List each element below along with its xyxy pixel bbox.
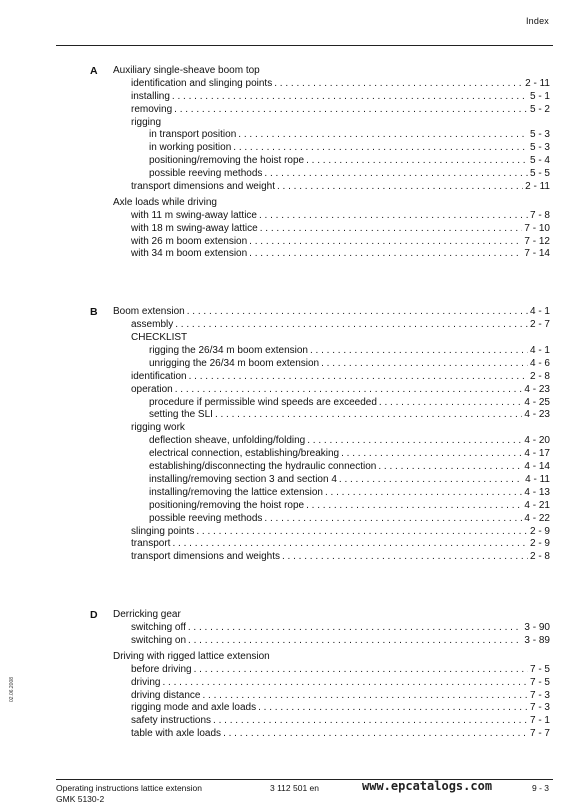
- index-entry: [149, 500, 550, 513]
- entry-page-number: 3 - 90: [524, 622, 550, 634]
- dot-leader: [188, 622, 523, 635]
- entry-page-number: 7 - 12: [524, 235, 550, 247]
- entry-page-number: 5 - 5: [529, 168, 550, 180]
- entry-label: table with axle loads: [131, 728, 222, 740]
- dot-leader: [215, 409, 522, 422]
- entry-label: positioning/removing the hoist rope: [149, 155, 305, 167]
- index-entry: [131, 422, 550, 435]
- entry-page-number: 2 - 11: [525, 181, 550, 193]
- group-heading: [113, 197, 550, 210]
- index-group: [90, 609, 550, 648]
- dot-leader: [162, 677, 528, 690]
- dot-leader: [202, 690, 528, 703]
- index-entry: [131, 526, 550, 539]
- group-heading-page: 4 - 1: [529, 306, 550, 318]
- entry-label: unrigging the 26/34 m boom extension: [149, 357, 320, 369]
- entry-label: with 34 m boom extension: [131, 248, 248, 260]
- entry-page-number: 2 - 9: [529, 525, 550, 537]
- entry-page-number: 4 - 23: [524, 383, 550, 395]
- group-heading-label: Derricking gear: [113, 609, 181, 621]
- dot-leader: [249, 248, 522, 261]
- entry-label: removing: [131, 103, 173, 115]
- index-entry: [149, 474, 550, 487]
- index-group: [90, 65, 550, 194]
- dot-leader: [378, 461, 522, 474]
- entry-page-number: 2 - 9: [529, 538, 550, 550]
- entry-page-number: 2 - 8: [529, 551, 550, 563]
- entry-label: operation: [131, 383, 173, 395]
- dot-leader: [306, 500, 522, 513]
- entry-page-number: 7 - 8: [529, 209, 550, 221]
- index-entry: [149, 168, 550, 181]
- entry-label: setting the SLI: [149, 409, 213, 421]
- entry-label: rigging: [131, 116, 162, 128]
- dot-leader: [274, 78, 523, 91]
- entry-label: transport dimensions and weights: [131, 551, 280, 563]
- index-entry: [131, 248, 550, 261]
- index-entry: [131, 181, 550, 194]
- index-entry: [149, 435, 550, 448]
- entry-label: transport: [131, 538, 171, 550]
- index-entry: [131, 664, 550, 677]
- entry-page-number: 7 - 7: [529, 728, 550, 740]
- dot-leader: [341, 448, 522, 461]
- footer-model: GMK 5130-2: [56, 794, 105, 804]
- entry-label: safety instructions: [131, 715, 212, 727]
- entry-label: installing/removing the lattice extension: [149, 486, 323, 498]
- index-entry: [131, 223, 550, 236]
- entry-label: with 11 m swing-away lattice: [131, 209, 257, 221]
- entry-label: rigging work: [131, 422, 185, 434]
- dot-leader: [233, 142, 528, 155]
- entry-label: procedure if permissible wind speeds are exceeded: [149, 396, 377, 408]
- dot-leader: [172, 538, 528, 551]
- index-entry: [149, 345, 550, 358]
- dot-leader: [379, 397, 523, 410]
- index-group: [90, 197, 550, 261]
- dot-leader: [321, 358, 528, 371]
- index-entry: [131, 715, 550, 728]
- entry-page-number: 4 - 6: [529, 357, 550, 369]
- index-entry: [149, 155, 550, 168]
- index-entry: [131, 690, 550, 703]
- entry-page-number: 4 - 13: [524, 486, 550, 498]
- entry-page-number: 4 - 20: [524, 435, 550, 447]
- entry-page-number: 5 - 3: [529, 142, 550, 154]
- entry-label: before driving: [131, 663, 192, 675]
- footer-manual-title: Operating instructions lattice extension: [56, 783, 202, 793]
- dot-leader: [258, 702, 528, 715]
- entry-page-number: 7 - 3: [529, 702, 550, 714]
- index-group: [90, 306, 550, 564]
- group-heading: [113, 65, 550, 78]
- dot-leader: [249, 236, 522, 249]
- entry-label: assembly: [131, 319, 174, 331]
- index-entry: [149, 129, 550, 142]
- dot-leader: [307, 435, 522, 448]
- sidebar-date: 02.06.2008: [9, 676, 15, 702]
- footer-doc-number: 3 112 501 en: [270, 783, 319, 793]
- index-entry: [149, 142, 550, 155]
- entry-label: identification: [131, 370, 187, 382]
- dot-leader: [175, 319, 528, 332]
- dot-leader: [172, 91, 528, 104]
- entry-page-number: 5 - 2: [529, 103, 550, 115]
- entry-page-number: 7 - 5: [529, 676, 550, 688]
- index-entry: [149, 409, 550, 422]
- index-entry: [131, 332, 550, 345]
- entry-page-number: 4 - 14: [524, 461, 550, 473]
- group-heading: [113, 651, 550, 664]
- index-entry: [149, 513, 550, 526]
- entry-page-number: 7 - 3: [529, 689, 550, 701]
- entry-label: installing: [131, 90, 170, 102]
- dot-leader: [175, 384, 523, 397]
- index-entry: [131, 384, 550, 397]
- section-letter: D: [90, 609, 98, 622]
- dot-leader: [264, 168, 528, 181]
- dot-leader: [174, 104, 528, 117]
- entry-page-number: 7 - 1: [529, 715, 550, 727]
- entry-label: possible reeving methods: [149, 512, 263, 524]
- index-entry: [131, 677, 550, 690]
- index-entry: [131, 635, 550, 648]
- group-heading-label: Boom extension: [113, 306, 185, 318]
- group-heading: [113, 306, 550, 319]
- index-entry: [131, 319, 550, 332]
- page-header-title: Index: [525, 16, 549, 26]
- entry-page-number: 5 - 3: [529, 129, 550, 141]
- entry-page-number: 4 - 11: [525, 473, 550, 485]
- entry-label: electrical connection, establishing/breaking: [149, 448, 340, 460]
- header-rule: [56, 45, 553, 46]
- entry-page-number: 4 - 23: [524, 409, 550, 421]
- dot-leader: [277, 181, 523, 194]
- index-entry: [131, 117, 550, 130]
- entry-page-number: 2 - 11: [525, 77, 550, 89]
- entry-label: in transport position: [149, 129, 237, 141]
- index-entry: [149, 397, 550, 410]
- entry-label: slinging points: [131, 525, 195, 537]
- dot-leader: [306, 155, 528, 168]
- entry-page-number: 4 - 25: [524, 396, 550, 408]
- index-entry: [131, 538, 550, 551]
- entry-page-number: 4 - 21: [524, 499, 550, 511]
- entry-label: deflection sheave, unfolding/folding: [149, 435, 306, 447]
- index-entry: [131, 551, 550, 564]
- group-heading-label: Axle loads while driving: [113, 196, 217, 208]
- index-entry: [131, 371, 550, 384]
- group-heading-label: Driving with rigged lattice extension: [113, 650, 270, 662]
- dot-leader: [188, 635, 522, 648]
- index-section-b: [90, 306, 550, 564]
- entry-label: CHECKLIST: [131, 332, 188, 344]
- index-entry: [149, 461, 550, 474]
- entry-page-number: 2 - 8: [529, 370, 550, 382]
- entry-page-number: 3 - 89: [524, 634, 550, 646]
- index-body: [90, 65, 550, 741]
- dot-leader: [260, 223, 523, 236]
- entry-label: identification and slinging points: [131, 77, 273, 89]
- entry-page-number: 7 - 10: [524, 222, 550, 234]
- entry-label: rigging the 26/34 m boom extension: [149, 345, 308, 357]
- entry-label: possible reeving methods: [149, 168, 263, 180]
- entry-label: installing/removing section 3 and section 4: [149, 473, 337, 485]
- entry-page-number: 7 - 14: [524, 248, 550, 260]
- dot-leader: [213, 715, 528, 728]
- index-entry: [131, 210, 550, 223]
- index-entry: [131, 622, 550, 635]
- entry-page-number: 5 - 4: [529, 155, 550, 167]
- footer-page-number: 9 - 3: [531, 783, 549, 793]
- entry-page-number: 4 - 17: [524, 448, 550, 460]
- index-entry: [131, 728, 550, 741]
- entry-label: in working position: [149, 142, 232, 154]
- index-section-d: [90, 609, 550, 741]
- index-entry: [131, 702, 550, 715]
- dot-leader: [325, 487, 522, 500]
- dot-leader: [223, 728, 528, 741]
- footer-watermark[interactable]: www.epcatalogs.com: [362, 779, 493, 793]
- index-entry: [131, 104, 550, 117]
- dot-leader: [259, 210, 528, 223]
- entry-page-number: 4 - 1: [529, 345, 550, 357]
- entry-page-number: 7 - 5: [529, 663, 550, 675]
- entry-label: with 26 m boom extension: [131, 235, 248, 247]
- entry-page-number: 2 - 7: [529, 319, 550, 331]
- index-entry: [149, 448, 550, 461]
- index-entry: [149, 358, 550, 371]
- entry-label: transport dimensions and weight: [131, 181, 275, 193]
- dot-leader: [310, 345, 528, 358]
- dot-leader: [189, 371, 528, 384]
- entry-label: switching on: [131, 634, 187, 646]
- dot-leader: [196, 526, 528, 539]
- index-entry: [131, 236, 550, 249]
- index-entry: [149, 487, 550, 500]
- dot-leader: [238, 129, 528, 142]
- index-group: [90, 651, 550, 741]
- dot-leader: [282, 551, 528, 564]
- entry-label: switching off: [131, 622, 186, 634]
- index-entry: [131, 91, 550, 104]
- dot-leader: [187, 306, 528, 319]
- entry-label: establishing/disconnecting the hydraulic connection: [149, 461, 377, 473]
- entry-label: rigging mode and axle loads: [131, 702, 257, 714]
- dot-leader: [194, 664, 528, 677]
- entry-label: driving: [131, 676, 161, 688]
- entry-label: with 18 m swing-away lattice: [131, 222, 258, 234]
- section-letter: A: [90, 65, 98, 77]
- entry-page-number: 4 - 22: [524, 512, 550, 524]
- entry-label: positioning/removing the hoist rope: [149, 499, 305, 511]
- entry-page-number: 5 - 1: [529, 90, 550, 102]
- dot-leader: [264, 513, 522, 526]
- dot-leader: [339, 474, 523, 487]
- group-heading: [113, 609, 550, 622]
- footer-left: [56, 783, 202, 805]
- group-heading-label: Auxiliary single-sheave boom top: [113, 65, 260, 76]
- section-letter: B: [90, 306, 98, 319]
- index-section-a: [90, 65, 550, 261]
- index-entry: [131, 78, 550, 91]
- entry-label: driving distance: [131, 689, 201, 701]
